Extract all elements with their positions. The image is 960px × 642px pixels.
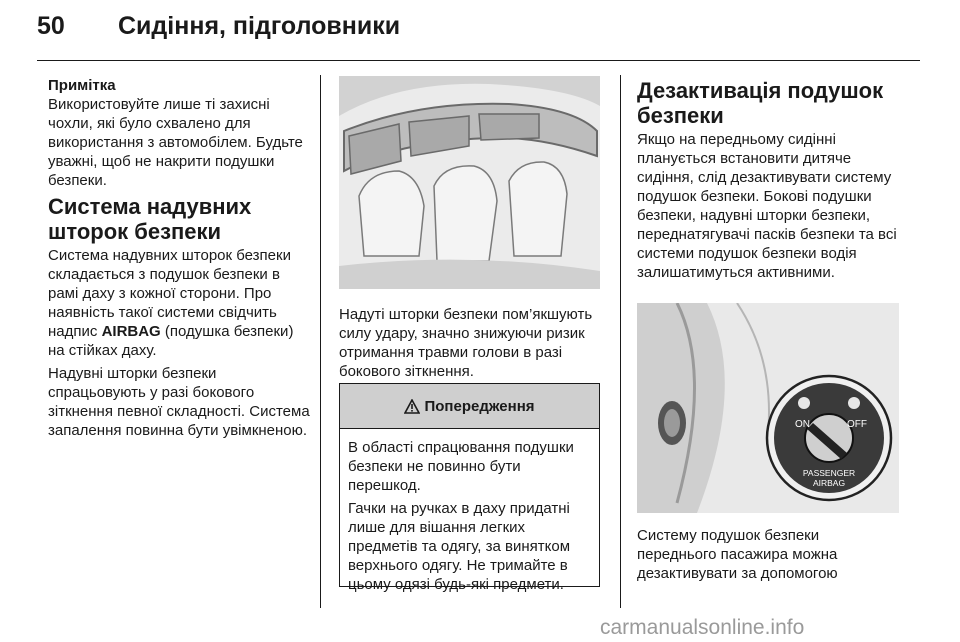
note-text: Використовуйте лише ті захисні чохли, які було схвалено для використання з автомобілем. Будьте уважні, щоб не накрити подушки безпеки. (48, 96, 303, 189)
car-interior-drawing (339, 76, 600, 289)
header-rule (37, 60, 920, 61)
p1-text-start: Система надувних шторок безпеки складається з подушок безпеки в рамі даху з кожної сторони. Про наявність такої системи свідчить надпис (48, 247, 291, 340)
column-right (637, 76, 902, 286)
deactivation-paragraph: Якщо на передньому сидінні планується встановити дитяче сидіння, слід дезактивувати систему подушок безпеки. Бокові подушки безпеки, надувні шторки безпеки, переднатягувачі пасків безпеки та всі системи подушок безпеки водія залишатимуться активними. (637, 131, 897, 281)
warning-body (340, 429, 599, 594)
warning-header (340, 384, 599, 429)
curtain-airbag-paragraph-2: Надувні шторки безпеки спрацьовують у разі бокового зіткнення певної складності. Система запалення повинна бути увімкненою. (48, 365, 310, 439)
p1-text-end: (подушка безпеки) на стійках даху. (48, 323, 294, 359)
column-divider-2 (620, 75, 621, 608)
airbag-switch-drawing (637, 303, 899, 513)
switch-off-label: OFF (847, 419, 867, 430)
switch-passenger-label: PASSENGER (802, 468, 856, 478)
curtain-airbag-caption: Надуті шторки безпеки пом’якшують силу удару, значно знижуючи ризик отримання травми голови в разі бокового зіткнення. (339, 306, 593, 380)
column-right-lower (637, 526, 902, 587)
watermark: carmanualsonline.info (600, 616, 805, 639)
airbag-label: AIRBAG (101, 323, 161, 340)
column-middle (339, 305, 604, 385)
warning-triangle-icon (404, 399, 420, 414)
airbag-switch-illustration (637, 303, 899, 513)
switch-airbag-label: AIRBAG (812, 478, 846, 488)
curtain-airbag-paragraph-1 (48, 246, 310, 360)
warning-paragraph-1: В області спрацювання подушки безпеки не повинно бути перешкод. (348, 439, 574, 494)
section-heading-curtain-airbags: Система надувних шторок безпеки (48, 194, 252, 244)
switch-on-label: ON (795, 419, 810, 430)
curtain-airbag-illustration (339, 76, 600, 289)
section-heading-airbag-deactivation: Дезактивація подушок безпеки (637, 78, 884, 128)
page-number: 50 (37, 12, 65, 40)
column-left (48, 76, 310, 444)
warning-box (339, 383, 600, 593)
warning-title: Попередження (424, 397, 535, 415)
page-title: Сидіння, підголовники (118, 12, 401, 40)
warning-paragraph-2: Гачки на ручках в даху придатні лише для вішання легких предметів та одягу, за винятком верхнього одягу. Не тримайте в цьому одязі будь-які предмети. (348, 500, 571, 593)
note-title: Примітка (48, 77, 116, 94)
column-divider-1 (320, 75, 321, 608)
airbag-switch-caption: Систему подушок безпеки переднього пасажира можна дезактивувати за допомогою (637, 527, 838, 582)
